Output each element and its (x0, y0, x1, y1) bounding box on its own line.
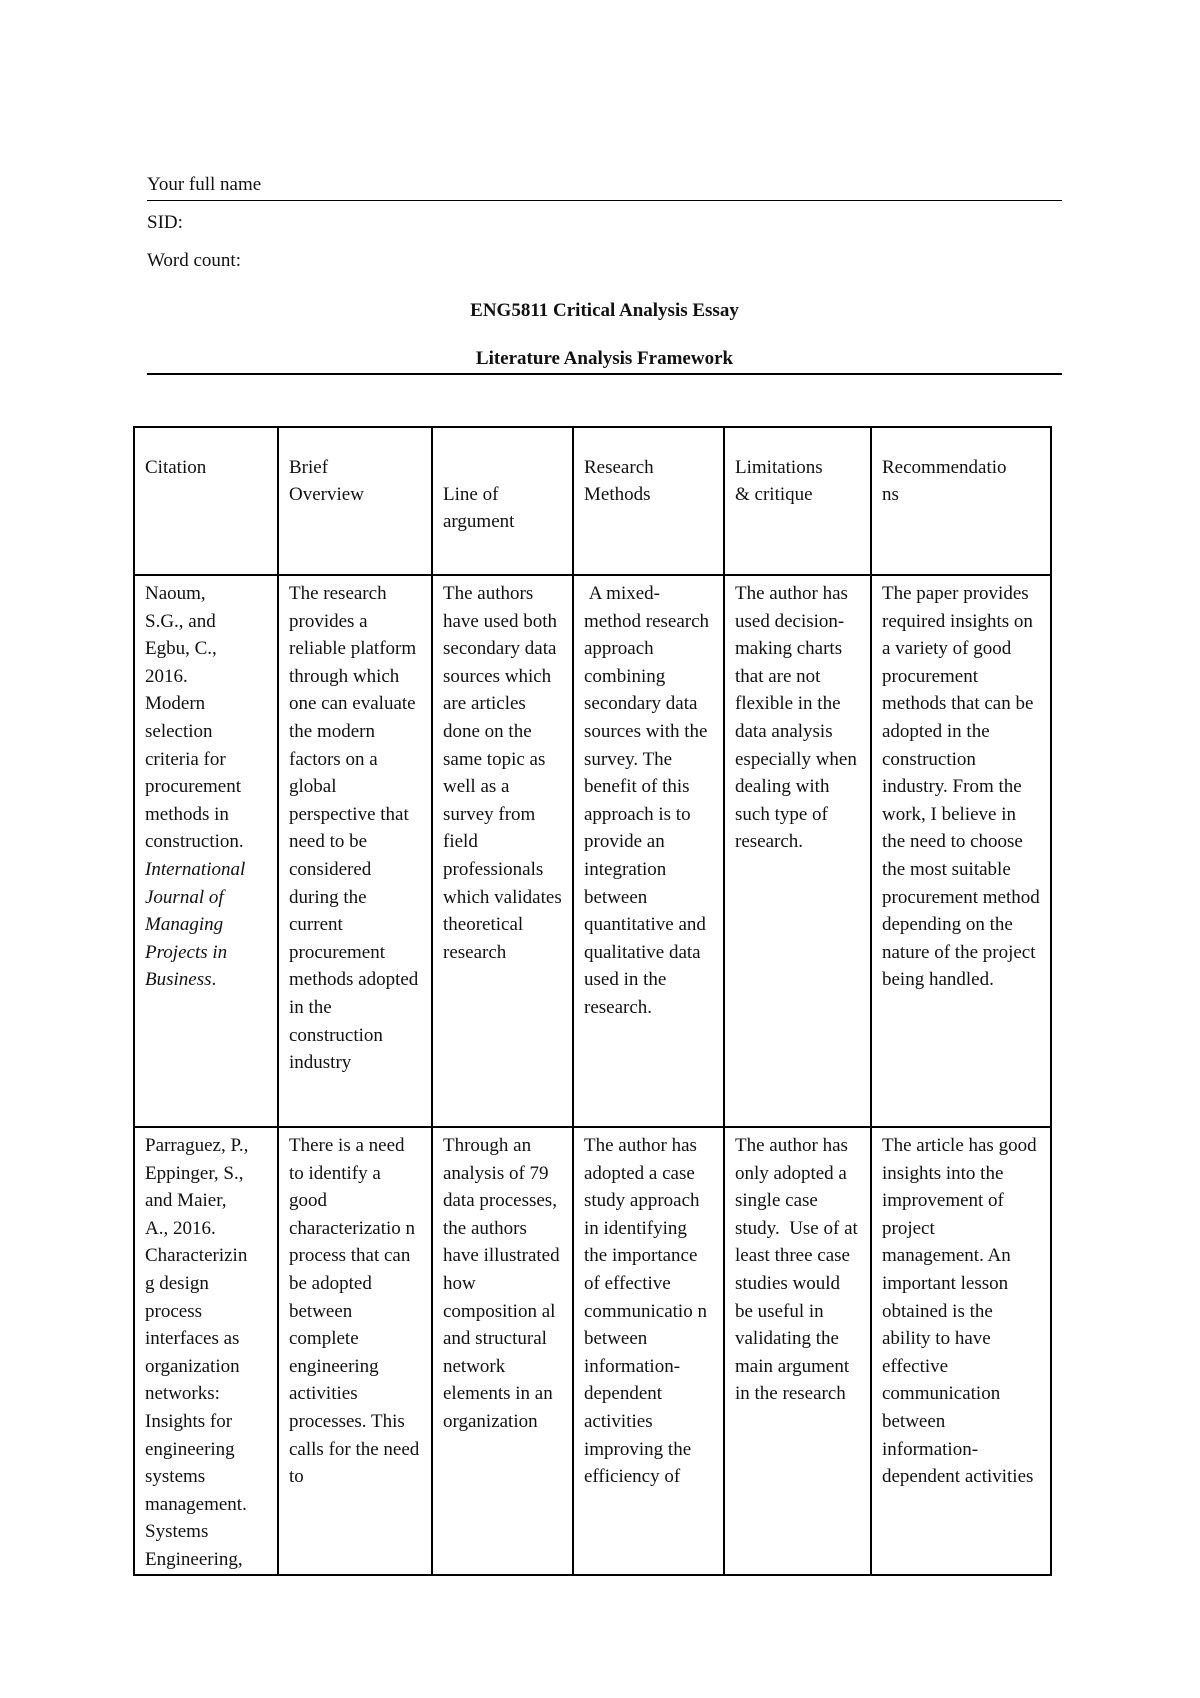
table-row (134, 575, 1051, 1127)
argument-cell: The authors have used both secondary data sources which are articles done on the same topic as well as a survey from field professionals which validates theoretical research (432, 575, 573, 1127)
methods-cell: A mixed-method research approach combining secondary data sources with the survey. The benefit of this approach is to provide an integration between quantitative and qualitative data used in the research. (573, 575, 724, 1127)
argument-cell: Through an analysis of 79 data processes, the authors have illustrated how composition al and structural network elements in an organization (432, 1127, 573, 1575)
column-header-citation: Citation (134, 427, 278, 575)
overview-cell: There is a need to identify a good characterizatio n process that can be adopted between complete engineering activities processes. This calls for the need to (278, 1127, 432, 1575)
overview-cell: The research provides a reliable platform through which one can evaluate the modern factors on a global perspective that need to be considered during the current procurement methods adopted in the construction industry (278, 575, 432, 1127)
name-line (147, 174, 1062, 201)
recommendations-cell: The article has good insights into the improvement of project management. An important lesson obtained is the ability to have effective communication between information-dependent activities (871, 1127, 1051, 1575)
document-subtitle: Literature Analysis Framework (147, 348, 1062, 375)
citation-cell: Naoum, S.G., and Egbu, C., 2016. Modern selection criteria for procurement methods in construction. International Journal of Managing Projects in Business. (134, 575, 278, 1127)
sid-label: SID: (147, 212, 183, 233)
methods-cell: The author has adopted a case study approach in identifying the importance of effective communicatio n between information-dependent activities improving the efficiency of (573, 1127, 724, 1575)
recommendations-cell: The paper provides required insights on a variety of good procurement methods that can be adopted in the construction industry. From the work, I believe in the need to choose the most suitable procurement method depending on the nature of the project being handled. (871, 575, 1051, 1127)
document-title: ENG5811 Critical Analysis Essay (470, 300, 739, 321)
limitations-cell: The author has used decision-making charts that are not flexible in the data analysis especially when dealing with such type of research. (724, 575, 871, 1127)
limitations-cell: The author has only adopted a single case study. Use of at least three case studies would be useful in validating the main argument in the research (724, 1127, 871, 1575)
column-header-recommendations: Recommendatio ns (871, 427, 1051, 575)
column-header-brief-overview: Brief Overview (278, 427, 432, 575)
column-header-line-of-argument: Line of argument (432, 427, 573, 575)
literature-analysis-table (133, 426, 1052, 1576)
citation-cell: Parraguez, P., Eppinger, S., and Maier, A., 2016. Characterizin g design process interfaces as organization networks: Insights for engineering systems management. Systems Engineering, (134, 1127, 278, 1575)
word-count-label: Word count: (147, 250, 241, 271)
column-header-limitations: Limitations & critique (724, 427, 871, 575)
name-label: Your full name (147, 174, 262, 195)
table-row (134, 1127, 1051, 1575)
column-header-research-methods: Research Methods (573, 427, 724, 575)
table-header-row (134, 427, 1051, 575)
